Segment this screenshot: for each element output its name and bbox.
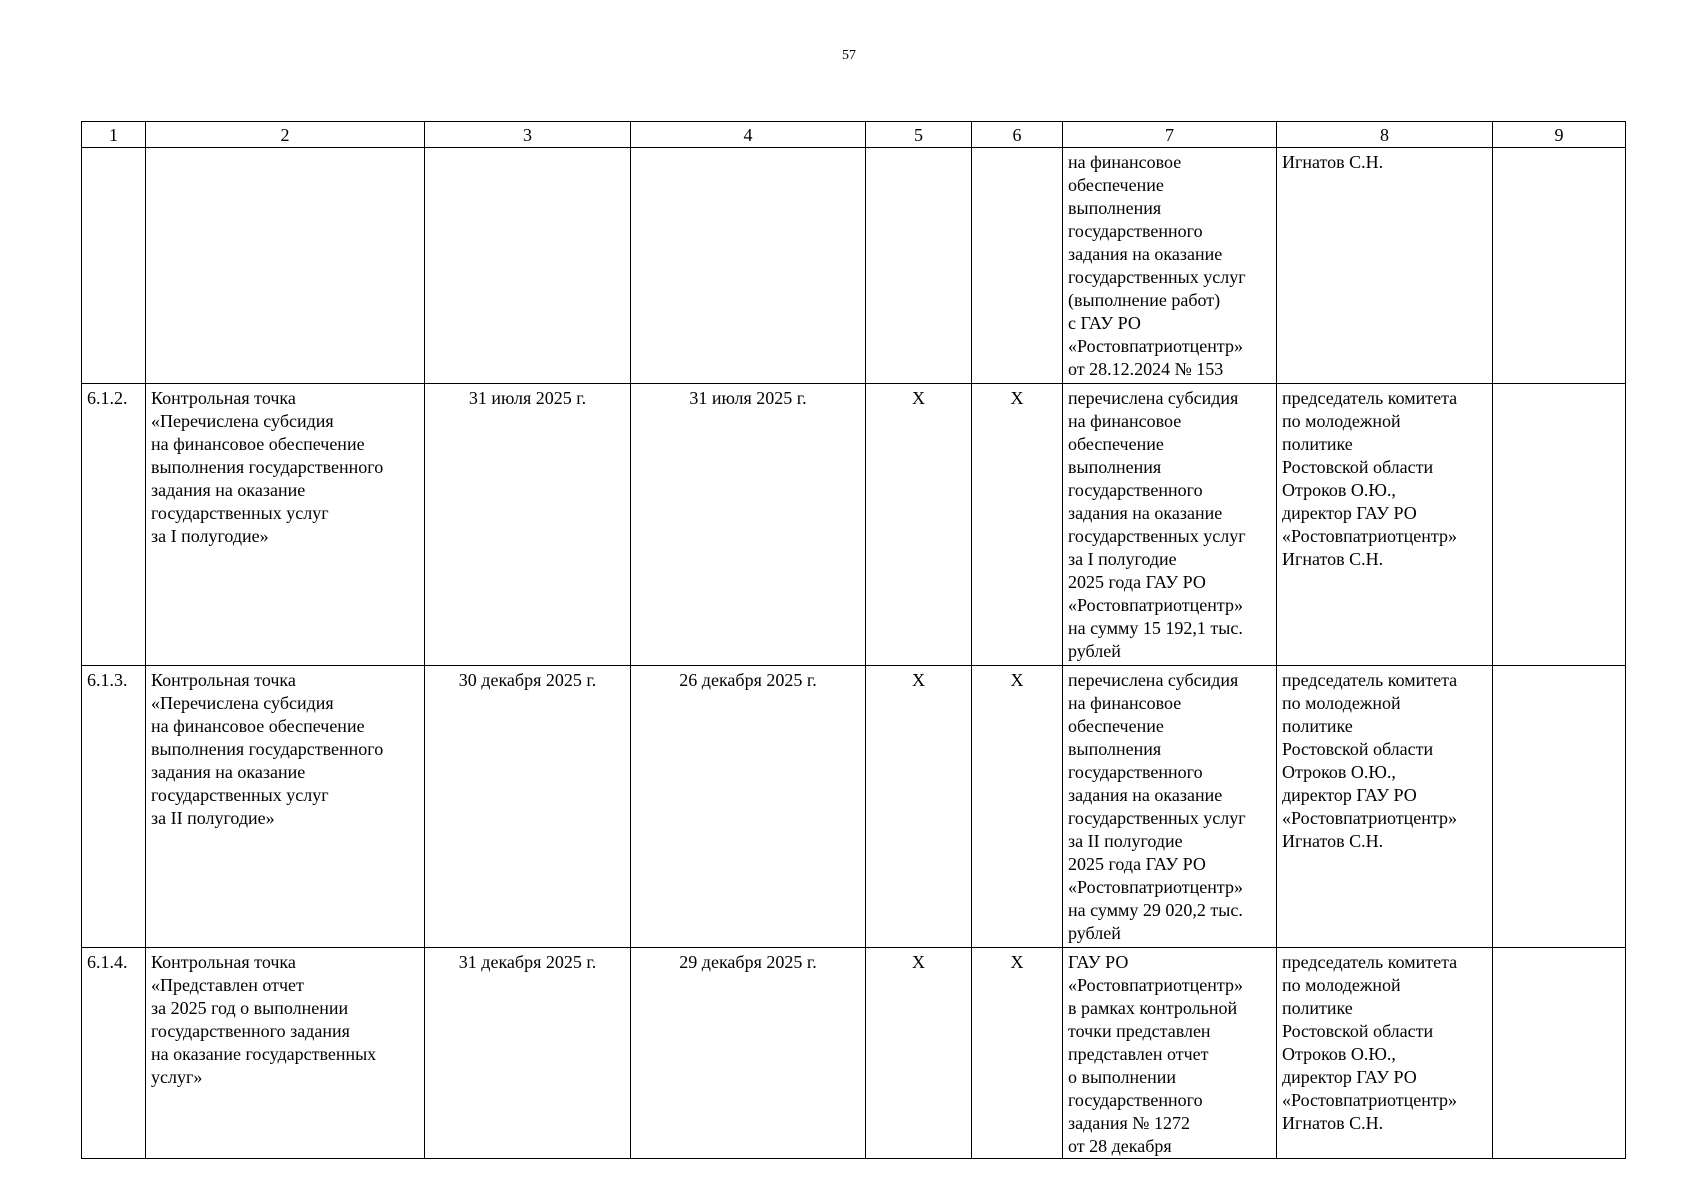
row-number-cell: 6.1.2. xyxy=(82,384,146,666)
planned-date-cell xyxy=(425,148,631,384)
col6-cell: X xyxy=(972,666,1063,948)
row-name-cell: Контрольная точка «Перечислена субсидия на финансовое обеспечение выполнения государственного задания на оказание государственных услуг за II полугодие» xyxy=(146,666,425,948)
responsible-cell: председатель комитета по молодежной политике Ростовской области Отроков О.Ю., директор ГАУ РО «Ростовпатриотцентр» Игнатов С.Н. xyxy=(1277,666,1493,948)
col5-cell: X xyxy=(866,384,972,666)
row-name-cell xyxy=(146,148,425,384)
col6-cell: X xyxy=(972,384,1063,666)
header-cell-8: 8 xyxy=(1277,122,1493,148)
col9-cell xyxy=(1493,666,1626,948)
header-cell-3: 3 xyxy=(425,122,631,148)
row-name-cell: Контрольная точка «Перечислена субсидия на финансовое обеспечение выполнения государственного задания на оказание государственных услуг за I полугодие» xyxy=(146,384,425,666)
col9-cell xyxy=(1493,384,1626,666)
header-cell-5: 5 xyxy=(866,122,972,148)
col5-cell xyxy=(866,148,972,384)
actual-date-cell: 29 декабря 2025 г. xyxy=(631,948,866,1159)
responsible-cell: председатель комитета по молодежной политике Ростовской области Отроков О.Ю., директор ГАУ РО «Ростовпатриотцентр» Игнатов С.Н. xyxy=(1277,948,1493,1159)
col6-cell: X xyxy=(972,948,1063,1159)
result-cell: на финансовое обеспечение выполнения государственного задания на оказание государственных услуг (выполнение работ) с ГАУ РО «Ростовпатриотцентр» от 28.12.2024 № 153 xyxy=(1063,148,1277,384)
control-points-table xyxy=(81,121,1626,1159)
planned-date-cell: 30 декабря 2025 г. xyxy=(425,666,631,948)
planned-date-cell: 31 декабря 2025 г. xyxy=(425,948,631,1159)
header-cell-7: 7 xyxy=(1063,122,1277,148)
header-cell-6: 6 xyxy=(972,122,1063,148)
responsible-cell: председатель комитета по молодежной политике Ростовской области Отроков О.Ю., директор ГАУ РО «Ростовпатриотцентр» Игнатов С.Н. xyxy=(1277,384,1493,666)
row-name-cell: Контрольная точка «Представлен отчет за 2025 год о выполнении государственного задания на оказание государственных услуг» xyxy=(146,948,425,1159)
col9-cell xyxy=(1493,148,1626,384)
result-cell: ГАУ РО «Ростовпатриотцентр» в рамках контрольной точки представлен представлен отчет о выполнении государственного задания № 1272 от 28 декабря xyxy=(1063,948,1277,1159)
row-number-cell: 6.1.4. xyxy=(82,948,146,1159)
result-cell: перечислена субсидия на финансовое обеспечение выполнения государственного задания на оказание государственных услуг за I полугодие 2025 года ГАУ РО «Ростовпатриотцентр» на сумму 15 192,1 тыс. рублей xyxy=(1063,384,1277,666)
actual-date-cell: 31 июля 2025 г. xyxy=(631,384,866,666)
header-cell-9: 9 xyxy=(1493,122,1626,148)
planned-date-cell: 31 июля 2025 г. xyxy=(425,384,631,666)
responsible-cell: Игнатов С.Н. xyxy=(1277,148,1493,384)
header-cell-1: 1 xyxy=(82,122,146,148)
header-row xyxy=(82,122,1626,148)
actual-date-cell: 26 декабря 2025 г. xyxy=(631,666,866,948)
page-number: 57 xyxy=(842,48,856,63)
row-number-cell xyxy=(82,148,146,384)
table-row xyxy=(82,384,1626,666)
col5-cell: X xyxy=(866,666,972,948)
result-cell: перечислена субсидия на финансовое обеспечение выполнения государственного задания на оказание государственных услуг за II полугодие 2025 года ГАУ РО «Ростовпатриотцентр» на сумму 29 020,2 тыс. рублей xyxy=(1063,666,1277,948)
col6-cell xyxy=(972,148,1063,384)
table-row xyxy=(82,148,1626,384)
col5-cell: X xyxy=(866,948,972,1159)
actual-date-cell xyxy=(631,148,866,384)
table-row xyxy=(82,666,1626,948)
header-cell-2: 2 xyxy=(146,122,425,148)
col9-cell xyxy=(1493,948,1626,1159)
header-cell-4: 4 xyxy=(631,122,866,148)
table-row xyxy=(82,948,1626,1159)
row-number-cell: 6.1.3. xyxy=(82,666,146,948)
